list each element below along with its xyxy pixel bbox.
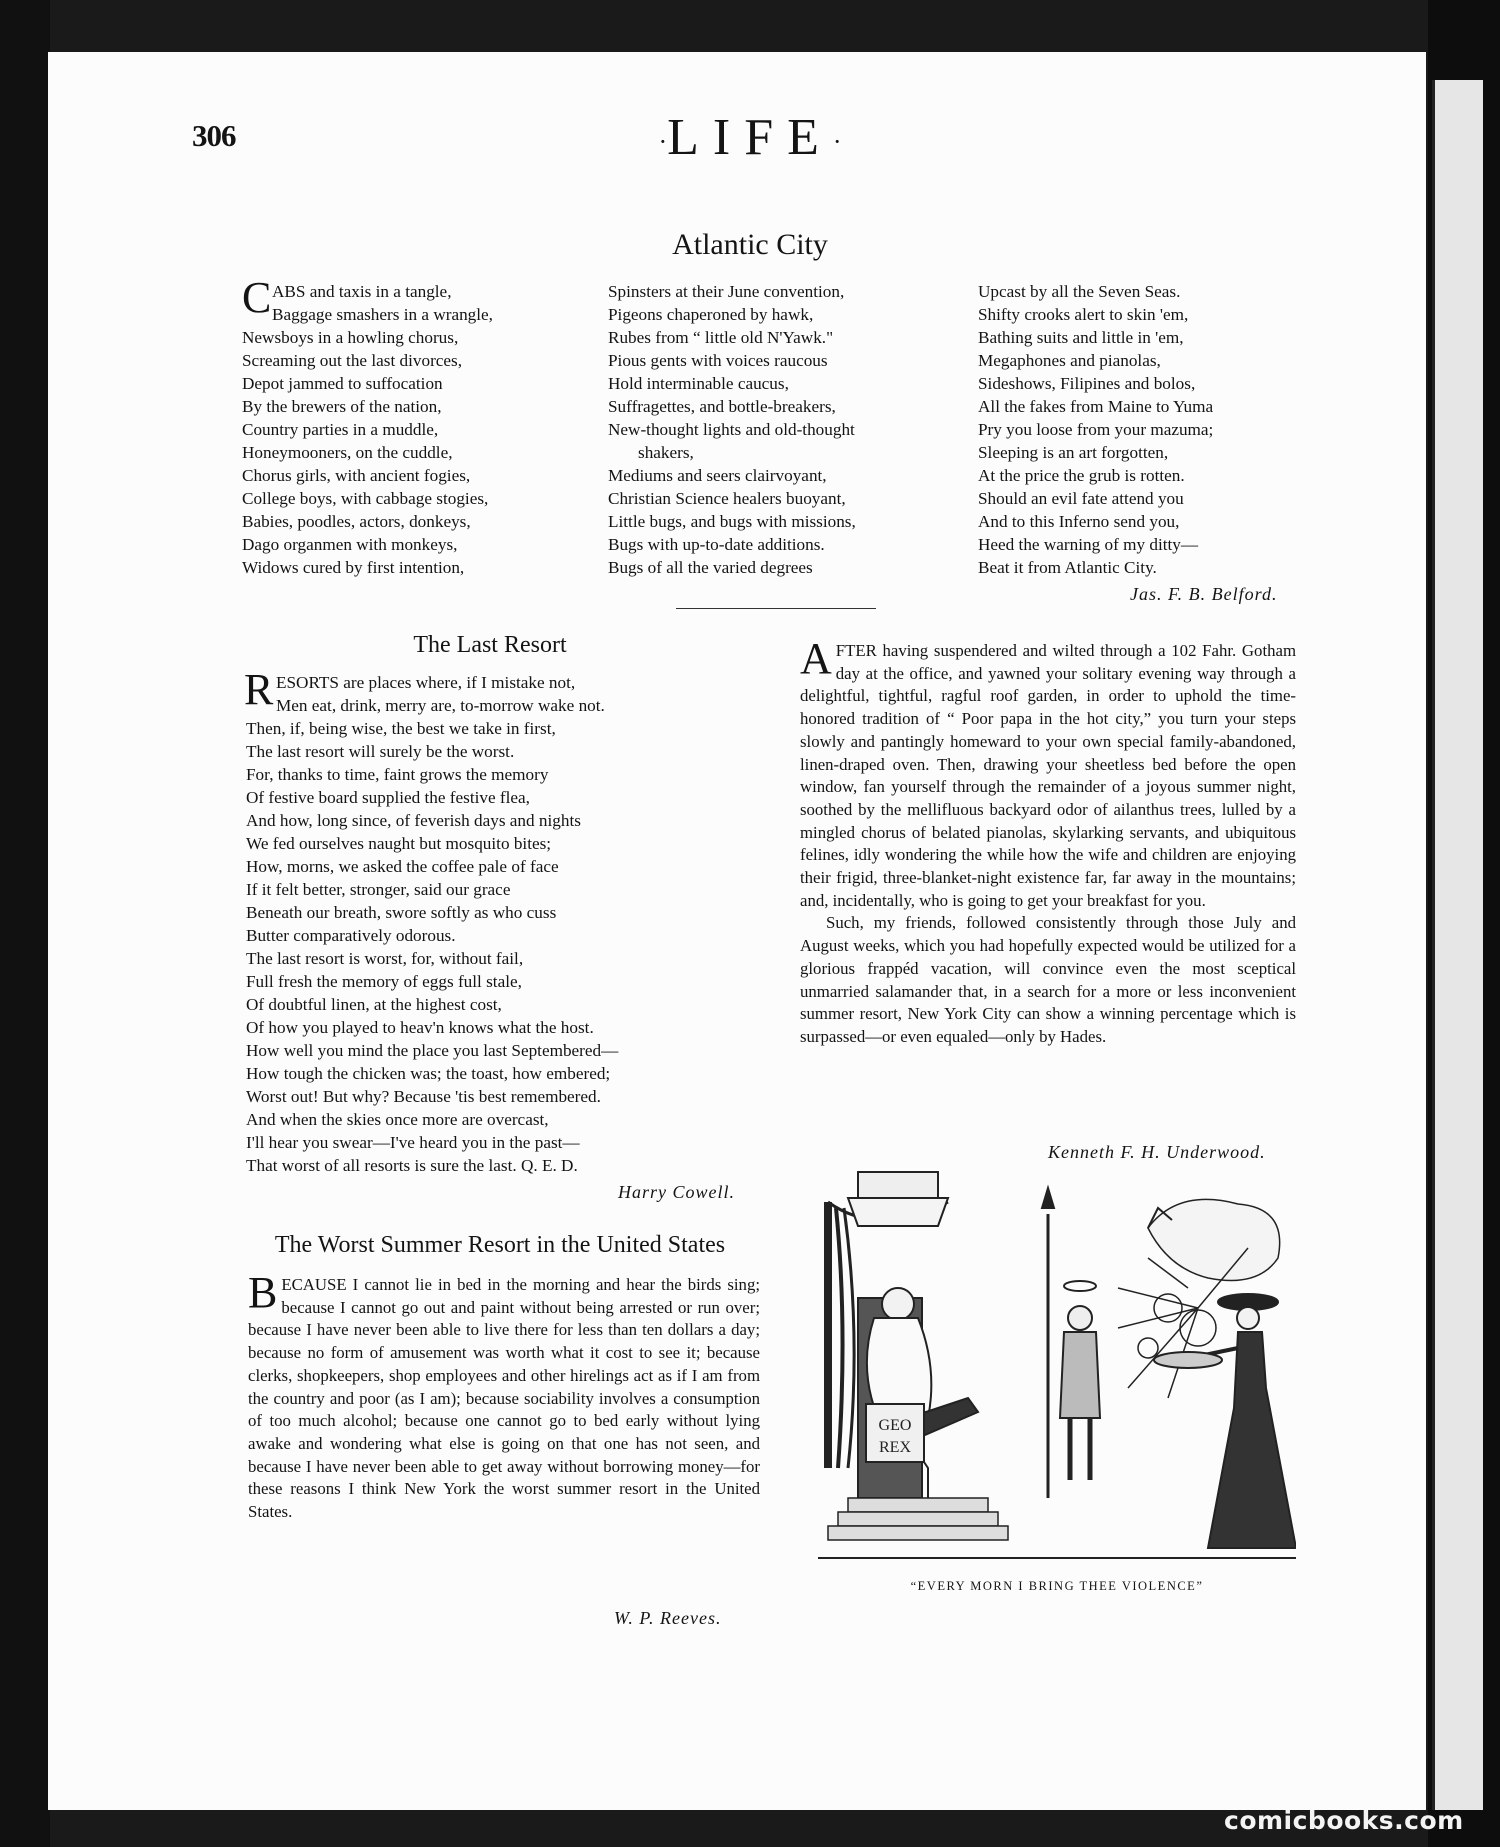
last-resort-line: For, thanks to time, faint grows the memory <box>246 765 549 784</box>
last-resort-line: We fed ourselves naught but mosquito bites; <box>246 834 552 853</box>
last-resort-line: Men eat, drink, merry are, to-morrow wake not. <box>276 696 605 715</box>
watermark: comicbooks.com <box>1224 1806 1464 1835</box>
scan-edge-left <box>0 0 50 1847</box>
worst-resort-paragraph <box>248 1268 760 1524</box>
masthead-dot-right: · <box>832 127 842 157</box>
atlantic-city-col2-line: Rubes from “ little old N'Yawk." <box>608 328 834 347</box>
last-resort-line: And when the skies once more are overcast, <box>246 1110 549 1129</box>
cartoon-illustration <box>818 1168 1296 1574</box>
atlantic-city-col3-line: Megaphones and pianolas, <box>978 351 1161 370</box>
atlantic-city-col1-line: Honeymooners, on the cuddle, <box>242 443 453 462</box>
last-resort-line: How, morns, we asked the coffee pale of face <box>246 857 559 876</box>
atlantic-city-col2-line: Mediums and seers clairvoyant, <box>608 466 827 485</box>
atlantic-city-col2-line: Pigeons chaperoned by hawk, <box>608 305 814 324</box>
worst-resort-signature: W. P. Reeves. <box>614 1608 722 1628</box>
last-resort-title: The Last Resort <box>413 632 567 658</box>
last-resort-line: Worst out! But why? Because 'tis best remembered. <box>246 1087 601 1106</box>
atlantic-city-col1-line: College boys, with cabbage stogies, <box>242 489 489 508</box>
guard-figure <box>1042 1188 1100 1498</box>
last-resort-line: Then, if, being wise, the best we take in first, <box>246 719 556 738</box>
after-article <box>800 634 1296 1049</box>
atlantic-city-col2-line: shakers, <box>638 443 694 462</box>
last-resort-line: Butter comparatively odorous. <box>246 926 456 945</box>
page-number: 306 <box>192 118 236 153</box>
atlantic-city-col3-line: Beat it from Atlantic City. <box>978 558 1157 577</box>
atlantic-city-col3-line: Pry you loose from your mazuma; <box>978 420 1214 439</box>
last-resort-line: Beneath our breath, swore softly as who cuss <box>246 903 557 922</box>
worst-resort-body: ECAUSE I cannot lie in bed in the morning and hear the birds sing; because I cannot go out and paint without being arrested or run over; because I have never been able to live there for less than ten dollars a day; because no form of amusement was worth what it cost to see it; because clerks, shopkeepers, shop employees and other hirelings act as if I am from the country and poor (as I am); because sociability involves a consumption of too much alcohol; because one cannot go to bed early without lying awake and wondering what else is going on that one has not seen, and because I have never been able to get away without borrowing money—for these reasons I think New York the worst summer resort in the United States. <box>248 1275 760 1522</box>
atlantic-city-col3-line: Should an evil fate attend you <box>978 489 1184 508</box>
atlantic-city-col3-line: And to this Inferno send you, <box>978 512 1180 531</box>
last-resort-line: How tough the chicken was; the toast, how embered; <box>246 1064 611 1083</box>
last-resort-line: Of doubtful linen, at the highest cost, <box>246 995 502 1014</box>
atlantic-city-column-3 <box>978 280 1318 579</box>
next-page-sliver <box>1432 80 1483 1810</box>
atlantic-city-col3-line: All the fakes from Maine to Yuma <box>978 397 1214 416</box>
worst-resort-article <box>248 1268 760 1524</box>
last-resort-verse <box>246 671 716 1177</box>
atlantic-city-col1-line: Depot jammed to suffocation <box>242 374 443 393</box>
last-resort-line: That worst of all resorts is sure the last. Q. E. D. <box>246 1156 578 1175</box>
last-resort-line: Full fresh the memory of eggs full stale, <box>246 972 522 991</box>
atlantic-city-col1-line: Babies, poodles, actors, donkeys, <box>242 512 471 531</box>
atlantic-city-col1-line: Newsboys in a howling chorus, <box>242 328 459 347</box>
atlantic-city-col2-line: Hold interminable caucus, <box>608 374 789 393</box>
atlantic-city-col1-line: Baggage smashers in a wrangle, <box>272 305 493 324</box>
after-paragraph-1-text: FTER having suspendered and wilted through a 102 Fahr. Gotham day at the office, and yawned your solitary evening way through a delightful, tightful, ragful roof garden, in order to uphold the time-honored tradition of “ Poor papa in the hot city,” you turn your steps slowly and pantingly homeward to your own special family-abandoned, linen-draped oven. Then, drawing your sheetless bed before the open window, fan yourself through the remainder of a joyous summer night, soothed by the mellifluous backyard odor of ailanthus trees, lulled by a mingled chorus of belated pianolas, skylarking servants, and ubiquitous felines, idly wondering the while how the wife and children are enjoying their frigid, three-blanket-night existence far, far away in the mountains; and, incidentally, who is going to get your breakfast for you. <box>800 641 1296 910</box>
atlantic-city-col1-line: Country parties in a muddle, <box>242 420 439 439</box>
atlantic-city-col3-line: Shifty crooks alert to skin 'em, <box>978 305 1189 324</box>
masthead <box>600 108 900 167</box>
atlantic-city-col2-line: Suffragettes, and bottle-breakers, <box>608 397 836 416</box>
last-resort-line: And how, long since, of feverish days and nights <box>246 811 581 830</box>
last-resort-line: The last resort will surely be the worst. <box>246 742 515 761</box>
atlantic-city-col1-line: Chorus girls, with ancient fogies, <box>242 466 471 485</box>
last-resort-line: How well you mind the place you last Septembered— <box>246 1041 619 1060</box>
after-dropcap: A <box>800 634 832 683</box>
atlantic-city-dropcap: C <box>242 273 272 322</box>
atlantic-city-col1-line: ABS and taxis in a tangle, <box>272 282 452 301</box>
atlantic-city-col1-line: Dago organmen with monkeys, <box>242 535 458 554</box>
atlantic-city-col2-line: Bugs with up-to-date additions. <box>608 535 825 554</box>
atlantic-city-col3-line: Heed the warning of my ditty— <box>978 535 1199 554</box>
cartoon-caption: “EVERY MORN I BRING THEE VIOLENCE” <box>910 1579 1204 1593</box>
atlantic-city-col3-line: Bathing suits and little in 'em, <box>978 328 1184 347</box>
last-resort-line: Of festive board supplied the festive flea, <box>246 788 530 807</box>
worst-resort-title: The Worst Summer Resort in the United States <box>274 1232 726 1258</box>
atlantic-city-col3-line: Sleeping is an art forgotten, <box>978 443 1169 462</box>
throne-label-1: GEO <box>878 1417 912 1434</box>
king-figure <box>858 1288 978 1498</box>
last-resort-line: The last resort is worst, for, without fail, <box>246 949 524 968</box>
atlantic-city-col1-line: Widows cured by first intention, <box>242 558 465 577</box>
atlantic-city-col2-line: Pious gents with voices raucous <box>608 351 828 370</box>
after-paragraph-1 <box>800 634 1296 912</box>
last-resort-line: ESORTS are places where, if I mistake not, <box>276 673 576 692</box>
atlantic-city-col1-line: Screaming out the last divorces, <box>242 351 463 370</box>
atlantic-city-col3-line: Sideshows, Filipines and bolos, <box>978 374 1196 393</box>
masthead-dot-left: · <box>658 127 668 157</box>
masthead-title: LIFE <box>667 109 833 166</box>
atlantic-city-column-1 <box>242 280 582 579</box>
woman-figure <box>1154 1294 1296 1548</box>
atlantic-city-signature: Jas. F. B. Belford. <box>1130 584 1278 604</box>
after-paragraph-2: Such, my friends, followed consistently through those July and August weeks, which you had hopefully expected would be utilized for a glorious frappéd vacation, will convince even the most sceptical unmarried salamander that, in a search for a more or less inconvenient summer resort, New York City can show a winning percentage which is surpassed—or even equaled—only by Hades. <box>800 913 1296 1046</box>
atlantic-city-col2-line: Spinsters at their June convention, <box>608 282 845 301</box>
throne-steps <box>828 1498 1008 1540</box>
last-resort-signature: Harry Cowell. <box>618 1182 736 1202</box>
atlantic-city-col2-line: Bugs of all the varied degrees <box>608 558 813 577</box>
atlantic-city-column-2 <box>608 280 953 579</box>
throne-label-2: REX <box>879 1439 911 1456</box>
section-divider <box>676 608 876 609</box>
last-resort-line: Of how you played to heav'n knows what the host. <box>246 1018 594 1037</box>
last-resort-dropcap: R <box>244 665 274 714</box>
atlantic-city-col1-line: By the brewers of the nation, <box>242 397 442 416</box>
atlantic-city-col2-line: Little bugs, and bugs with missions, <box>608 512 856 531</box>
atlantic-city-title: Atlantic City <box>672 228 828 261</box>
last-resort-line: I'll hear you swear—I've heard you in the past— <box>246 1133 580 1152</box>
atlantic-city-col2-line: Christian Science healers buoyant, <box>608 489 846 508</box>
after-signature: Kenneth F. H. Underwood. <box>1048 1142 1266 1162</box>
atlantic-city-col3-line: At the price the grub is rotten. <box>978 466 1185 485</box>
worst-resort-dropcap: B <box>248 1268 278 1317</box>
atlantic-city-col2-line: New-thought lights and old-thought <box>608 420 855 439</box>
last-resort-line: If it felt better, stronger, said our grace <box>246 880 511 899</box>
atlantic-city-col3-line: Upcast by all the Seven Seas. <box>978 282 1181 301</box>
